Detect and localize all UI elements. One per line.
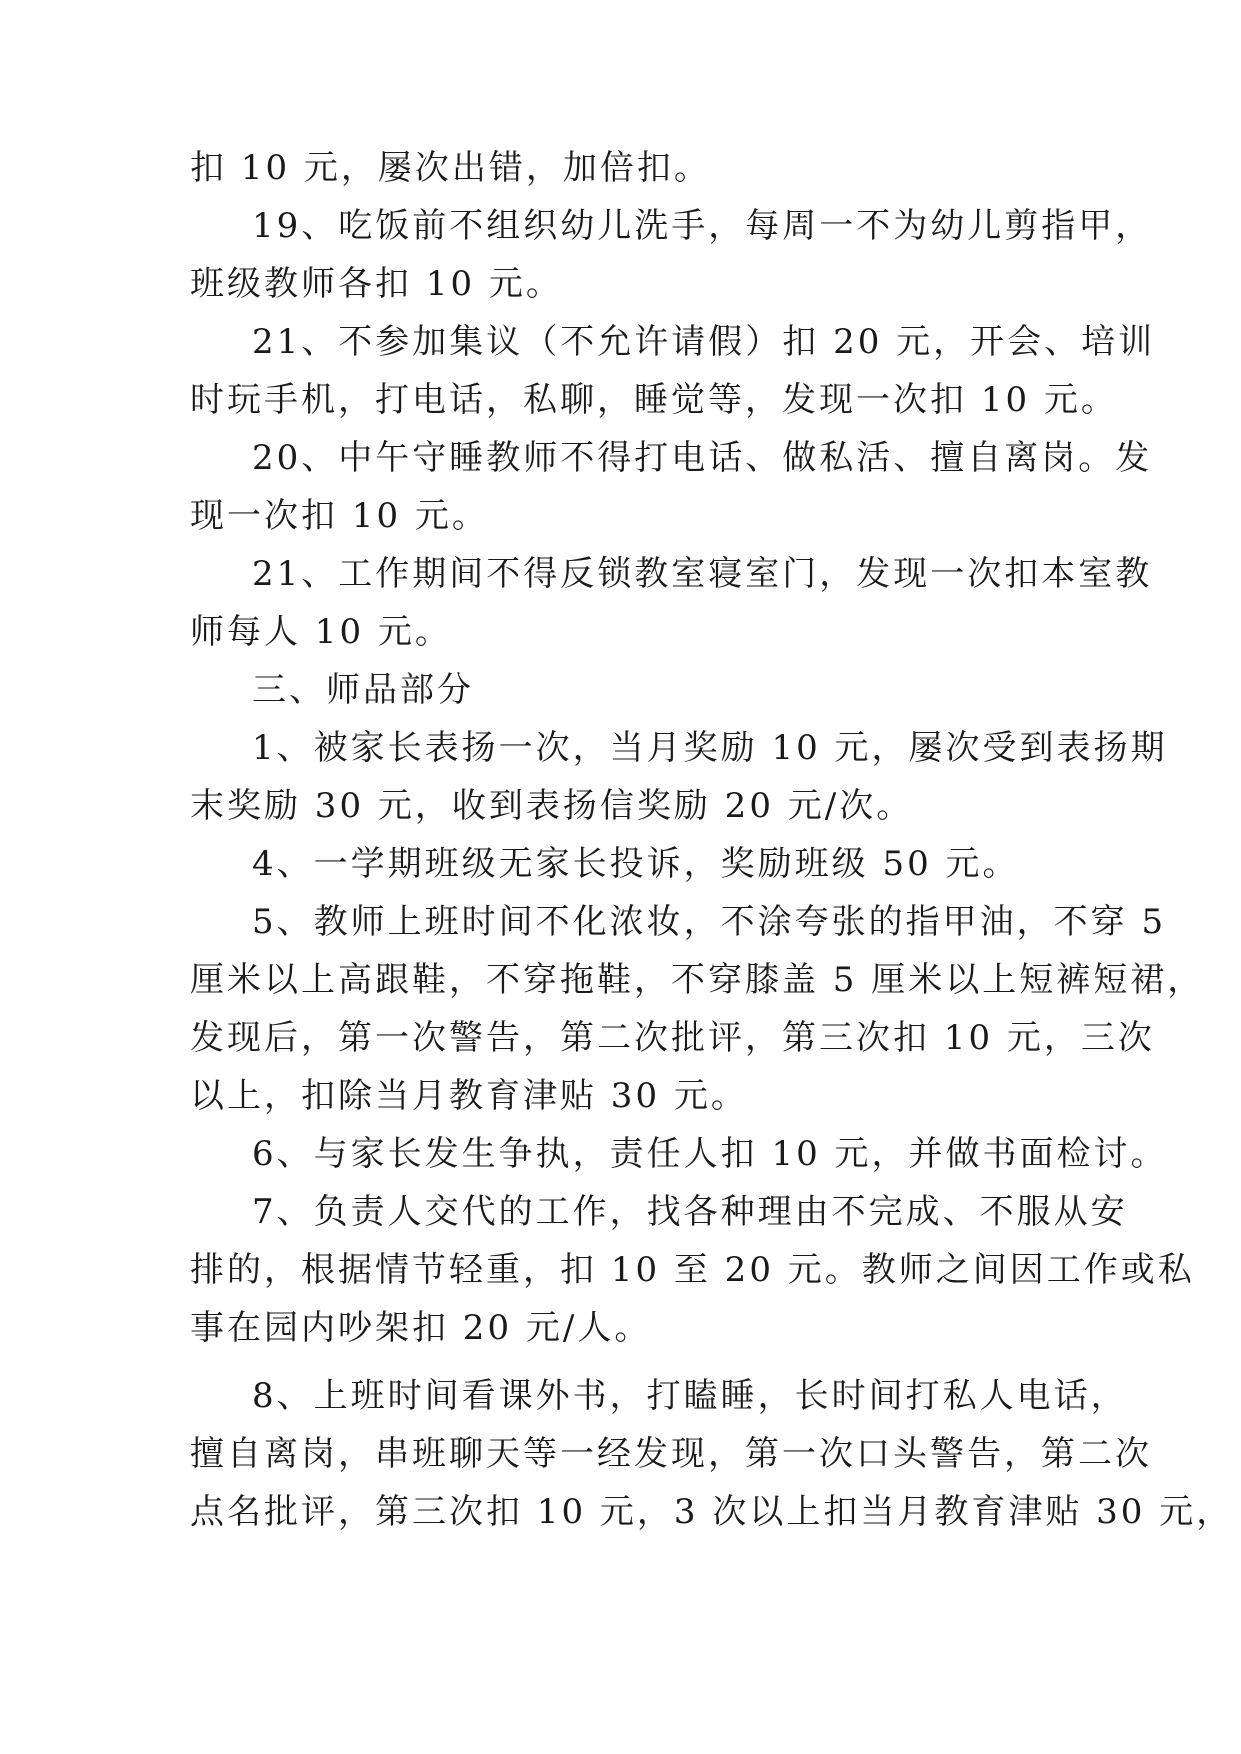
- text-line: 6、与家长发生争执，责任人扣 10 元，并做书面检讨。: [252, 1134, 1168, 1174]
- text-line: 事在园内吵架扣 20 元/人。: [190, 1308, 652, 1348]
- text-line: 班级教师各扣 10 元。: [190, 264, 563, 304]
- text-line: 排的，根据情节轻重，扣 10 至 20 元。教师之间因工作或私: [190, 1250, 1195, 1290]
- text-line: 现一次扣 10 元。: [190, 496, 489, 536]
- text-line: 1、被家长表扬一次，当月奖励 10 元，屡次受到表扬期: [252, 728, 1168, 768]
- text-line: 8、上班时间看课外书，打瞌睡，长时间打私人电话，: [252, 1376, 1128, 1416]
- text-line: 19、吃饭前不组织幼儿洗手，每周一不为幼儿剪指甲，: [252, 206, 1153, 246]
- text-line: 以上，扣除当月教育津贴 30 元。: [190, 1076, 748, 1116]
- text-line: 发现后，第一次警告，第二次批评，第三次扣 10 元，三次: [190, 1018, 1155, 1058]
- text-line: 擅自离岗，串班聊天等一经发现，第一次口头警告，第二次: [190, 1434, 1152, 1474]
- text-line: 厘米以上高跟鞋，不穿拖鞋，不穿膝盖 5 厘米以上短裤短裙，: [190, 960, 1205, 1000]
- text-line: 5、教师上班时间不化浓妆，不涂夸张的指甲油，不穿 5: [252, 902, 1167, 942]
- text-line: 时玩手机，打电话，私聊，睡觉等，发现一次扣 10 元。: [190, 380, 1118, 420]
- text-line: 点名批评，第三次扣 10 元，3 次以上扣当月教育津贴 30 元，: [190, 1492, 1234, 1532]
- text-line: 21、不参加集议（不允许请假）扣 20 元，开会、培训: [252, 322, 1156, 362]
- text-line: 20、中午守睡教师不得打电话、做私活、擅自离岗。发: [252, 438, 1153, 478]
- text-line: 末奖励 30 元，收到表扬信奖励 20 元/次。: [190, 786, 914, 826]
- text-line: 师每人 10 元。: [190, 612, 452, 652]
- text-line: 扣 10 元，屡次出错，加倍扣。: [190, 148, 711, 188]
- section-heading: 三、师品部分: [252, 670, 474, 710]
- text-line: 4、一学期班级无家长投诉，奖励班级 50 元。: [252, 844, 1020, 884]
- text-line: 7、负责人交代的工作，找各种理由不完成、不服从安: [252, 1192, 1128, 1232]
- text-line: 21、工作期间不得反锁教室寝室门，发现一次扣本室教: [252, 554, 1153, 594]
